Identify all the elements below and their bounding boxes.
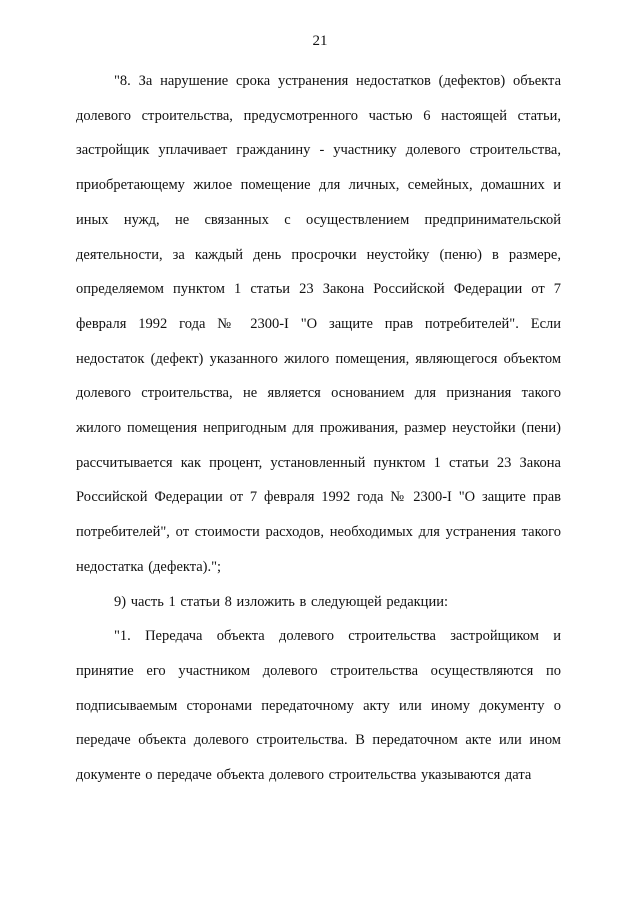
paragraph-item-9: 9) часть 1 статьи 8 изложить в следующей редакции: [114, 593, 448, 610]
page-number: 21 [312, 33, 328, 49]
paragraph-item-8: "8. За нарушение срока устранения недостатков (дефектов) объекта долевого строительства, предусмотренного частью 6 настоящей статьи, застройщик уплачивает гражданину - участнику долевого строительства, приобретающему жилое помещение для личных, семейных, домашних и иных нужд, не связанных с осуществлением предпринимательской деятельности, за каждый день просрочки неустойку (пеню) в размере, определяемом пунктом 1 статьи 23 Закона Российской Федерации от 7 февраля 1992 года № 2300-I "О защите прав потребителей". Если недостаток (дефект) указанного жилого помещения, являющегося объектом долевого строительства, не является основанием для признания такого жилого помещения непригодным для проживания, размер неустойки (пени) рассчитывается как процент, установленный пунктом 1 статьи 23 Закона Российской Федерации от 7 февраля 1992 года № 2300-I "О защите прав потребителей", от стоимости расходов, необходимых для устранения такого недостатка (дефекта)."; [76, 73, 561, 575]
document-body [76, 64, 561, 793]
paragraph-part-1-article-8: "1. Передача объекта долевого строительства застройщиком и принятие его участником долевого строительства осуществляются по подписываемым сторонами передаточному акту или иному документу о передаче объекта долевого строительства. В передаточном акте или ином документе о передаче объекта долевого строительства указываются дата [76, 628, 561, 784]
